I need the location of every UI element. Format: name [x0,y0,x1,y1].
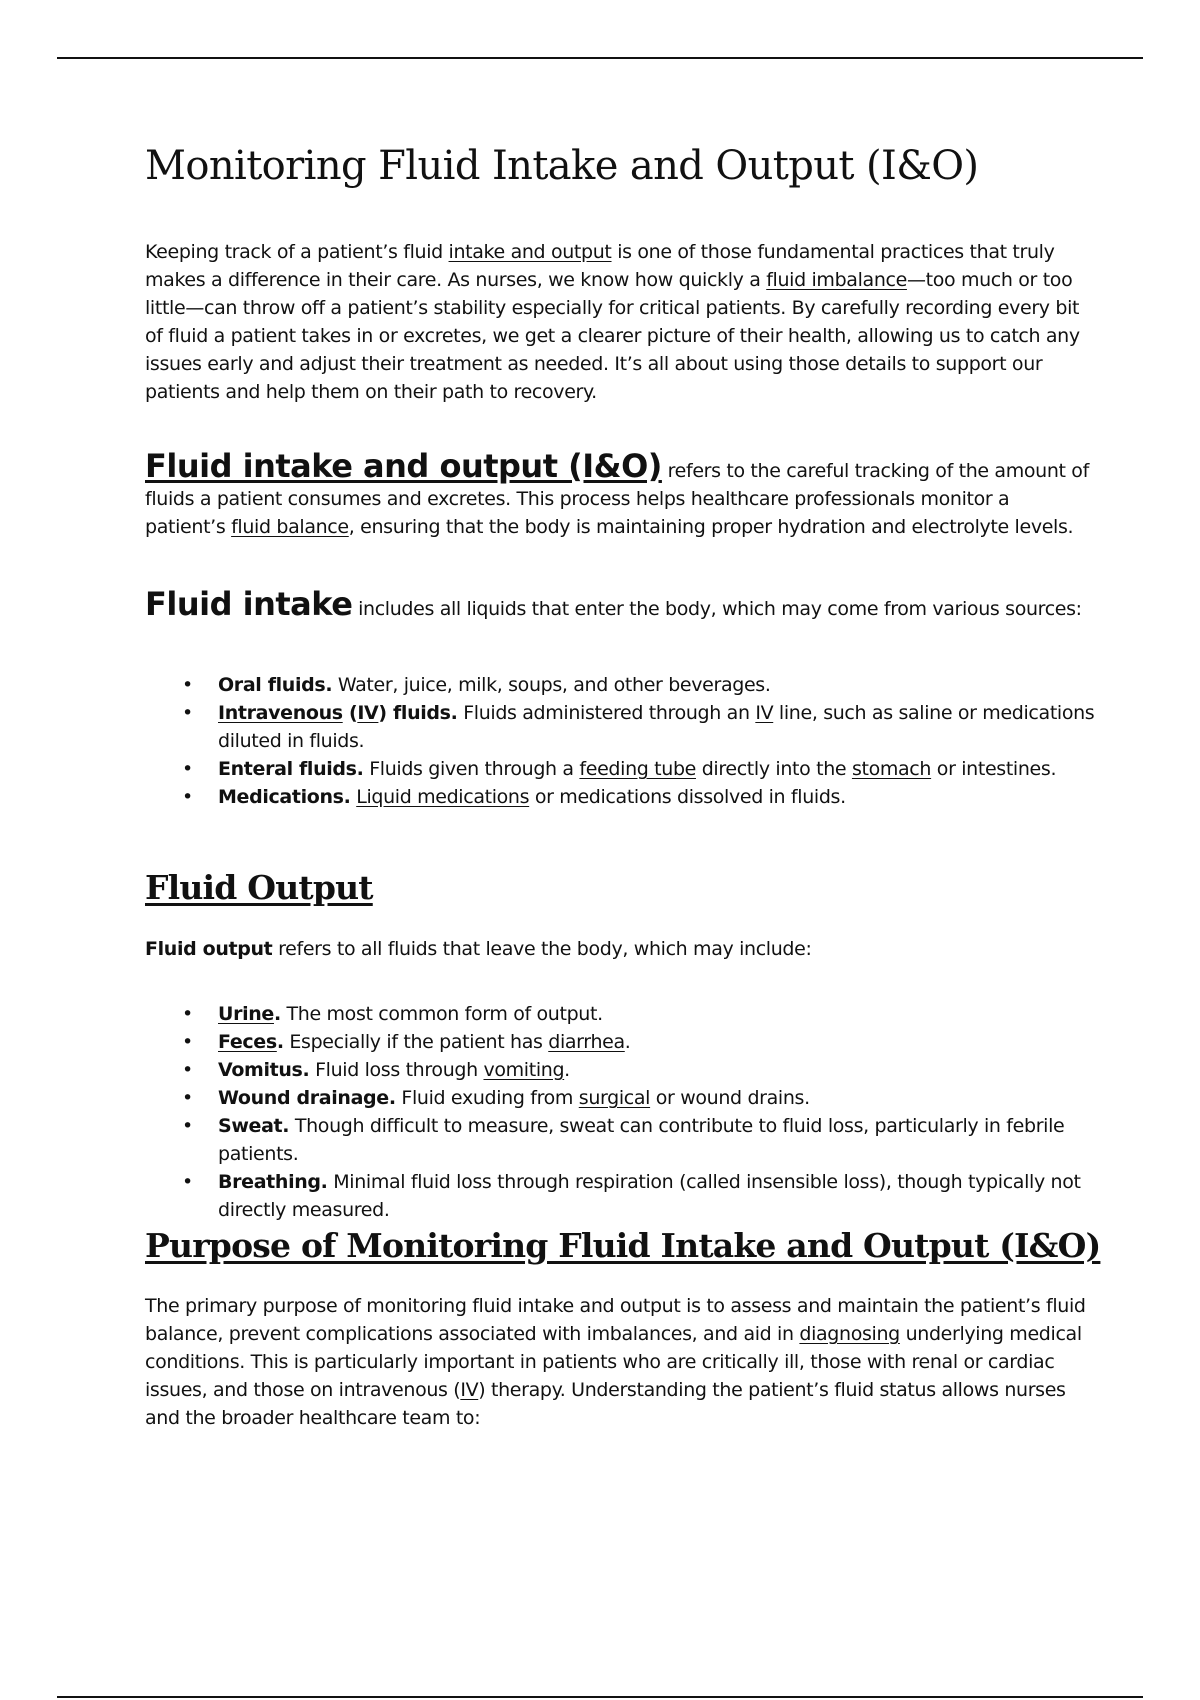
diarrhea-link[interactable]: diarrhea [548,1031,625,1053]
item-text: or medications dissolved in fluids. [529,786,846,808]
feces-link[interactable]: Feces [218,1031,277,1053]
list-item [145,1084,1095,1112]
item-label: Oral fluids. [218,674,333,696]
item-text: Water, juice, milk, soups, and other beverages. [332,674,771,696]
output-intro-paragraph [145,935,1095,963]
intake-output-link[interactable]: intake and output [448,241,612,263]
item-text: Fluids given through a [363,758,580,780]
item-text: . [624,1031,631,1053]
item-text: Especially if the patient has [283,1031,549,1053]
purpose-text: ) therapy. Understanding the patient’s fluid status allows nurses and the broader healthcare team to: [145,1379,1066,1429]
intro-text: Keeping track of a patient’s fluid [145,241,449,263]
bullet: • [182,1115,193,1137]
item-label: Vomitus. [218,1059,310,1081]
iv-label-link[interactable]: IV [357,702,379,724]
item-label: Wound drainage. [218,1087,396,1109]
item-text: . [564,1059,570,1081]
bullet: • [182,1003,193,1025]
iv-therapy-link[interactable]: IV [460,1379,479,1401]
purpose-text: The primary purpose of monitoring fluid intake and output is to assess and maintain the patient’s fluid balance, prevent complications associated with imbalances, and aid in [145,1295,1086,1345]
fluid-balance-link[interactable]: fluid balance [231,516,349,538]
output-intro-bold: Fluid output [145,938,273,960]
item-text: Fluids administered through an [457,702,756,724]
list-item [145,1168,1095,1224]
item-label: Medications. [218,786,351,808]
item-label: ) fluids. [378,702,458,724]
bullet: • [182,1087,193,1109]
item-text: The most common form of output. [280,1003,603,1025]
item-text: Fluid exuding from [395,1087,579,1109]
intro-text: —too much or too little—can throw off a patient’s stability especially for critical patients. By carefully recording every bit of fluid a patient takes in or excretes, we get a clearer picture of their health, allowing us to catch any issues early and adjust their treatment as needed. It’s all about using those details to support our patients and help them on their path to recovery. [145,269,1080,403]
stomach-link[interactable]: stomach [851,758,932,780]
item-label: Sweat. [218,1115,290,1137]
list-item [145,755,1095,783]
surgical-link[interactable]: surgical [578,1087,651,1109]
diagnosing-link[interactable]: diagnosing [799,1323,900,1345]
output-intro-text: refers to all fluids that leave the body, which may include: [272,938,812,960]
liquid-medications-link[interactable]: Liquid medications [356,786,530,808]
item-text: directly into the [696,758,852,780]
io-heading-link[interactable]: Fluid intake and output (I&O) [145,447,662,485]
intake-list [145,671,1095,811]
list-item [145,1000,1095,1028]
bullet: • [182,1059,193,1081]
purpose-text: underlying medical conditions. This is particularly important in patients who are critically ill, those with renal or cardiac issues, and those on intravenous ( [145,1323,1082,1401]
output-list [145,1000,1095,1224]
item-text: Though difficult to measure, sweat can contribute to fluid loss, particularly in febrile patients. [218,1115,1065,1165]
vomiting-link[interactable]: vomiting [483,1059,565,1081]
item-label: ( [342,702,358,724]
top-rule [57,57,1143,59]
bullet: • [182,1171,193,1193]
intake-paragraph [145,585,1095,623]
purpose-heading: Purpose of Monitoring Fluid Intake and Output (I&O) [145,1226,1101,1265]
intro-text: is one of those fundamental practices that truly makes a difference in their care. As nurses, we know how quickly a [145,241,1055,291]
purpose-paragraph [145,1292,1095,1432]
bullet: • [182,674,193,696]
intake-text: includes all liquids that enter the body, which may come from various sources: [352,598,1082,620]
item-label: Enteral fluids. [218,758,364,780]
list-item [145,783,1095,811]
urine-link[interactable]: Urine [218,1003,274,1025]
item-text: line, such as saline or medications diluted in fluids. [218,702,1095,752]
io-definition-text: , ensuring that the body is maintaining proper hydration and electrolyte levels. [348,516,1074,538]
intro-paragraph [145,238,1095,406]
item-text: or wound drains. [650,1087,810,1109]
item-text: Minimal fluid loss through respiration (called insensible loss), though typically not directly measured. [218,1171,1081,1221]
fluid-imbalance-link[interactable]: fluid imbalance [766,269,907,291]
list-item [145,699,1095,755]
list-item [145,1028,1095,1056]
bullet: • [182,758,193,780]
io-definition-text: refers to the careful tracking of the amount of fluids a patient consumes and excretes. This process helps healthcare professionals monitor a patient’s [145,460,1089,538]
item-label: . [276,1031,284,1053]
bottom-rule [57,1696,1143,1698]
page-title: Monitoring Fluid Intake and Output (I&O) [145,143,979,189]
item-text: Fluid loss through [309,1059,484,1081]
bullet: • [182,786,193,808]
intake-heading: Fluid intake [145,585,353,623]
feeding-tube-link[interactable]: feeding tube [579,758,696,780]
item-label: . [273,1003,281,1025]
fluid-output-heading: Fluid Output [145,868,373,907]
list-item [145,671,1095,699]
bullet: • [182,702,193,724]
intravenous-link[interactable]: Intravenous [218,702,343,724]
list-item [145,1056,1095,1084]
item-label: Breathing. [218,1171,328,1193]
iv-link[interactable]: IV [755,702,774,724]
bullet: • [182,1031,193,1053]
io-definition-paragraph [145,447,1095,541]
list-item [145,1112,1095,1168]
item-text: or intestines. [931,758,1057,780]
